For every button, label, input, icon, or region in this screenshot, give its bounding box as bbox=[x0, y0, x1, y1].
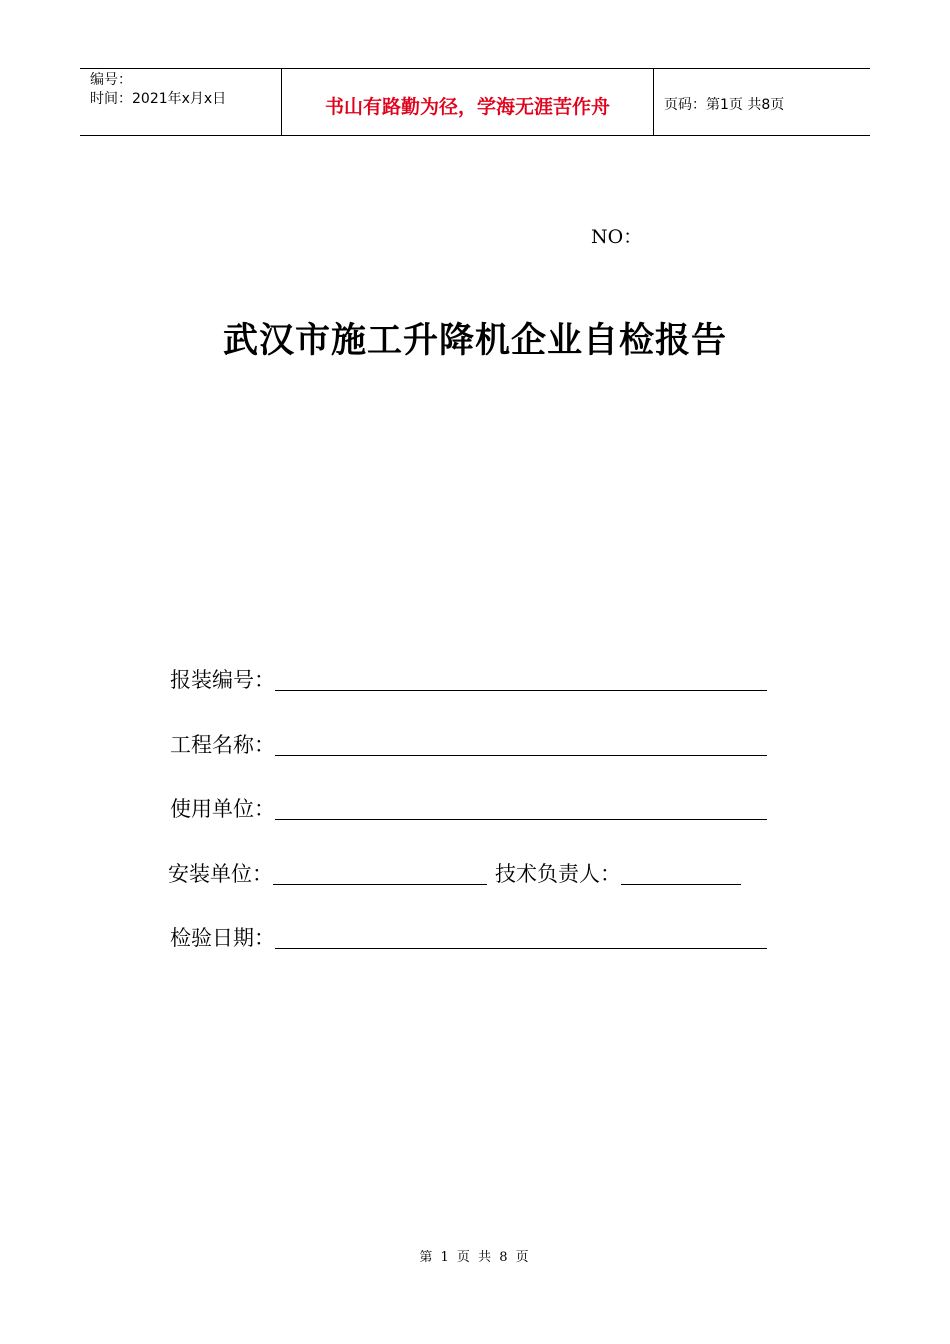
tech-lead-label: 技术负责人： bbox=[495, 862, 621, 886]
user-unit-label: 使用单位： bbox=[170, 797, 275, 821]
page-footer: 第 1 页 共 8 页 bbox=[419, 1250, 531, 1265]
report-no-blank[interactable] bbox=[275, 668, 767, 691]
inspection-date-blank[interactable] bbox=[275, 926, 767, 949]
header-motto: 书山有路勤为径，学海无涯苦作舟 bbox=[281, 69, 654, 135]
page-header bbox=[80, 68, 870, 136]
report-no-label: 报装编号： bbox=[170, 668, 275, 692]
user-unit-field bbox=[170, 793, 767, 823]
time-label: 时间：2021年x月x日 bbox=[90, 91, 227, 107]
serial-label: 编号： bbox=[90, 72, 132, 88]
install-unit-field bbox=[168, 858, 741, 888]
document-number-label: NO： bbox=[591, 226, 643, 248]
project-name-blank[interactable] bbox=[275, 733, 767, 756]
project-name-label: 工程名称： bbox=[170, 733, 275, 757]
tech-lead-blank[interactable] bbox=[621, 862, 741, 885]
report-no-field bbox=[170, 664, 767, 694]
install-unit-label: 安装单位： bbox=[168, 862, 273, 886]
inspection-date-label: 检验日期： bbox=[170, 926, 275, 950]
install-unit-blank[interactable] bbox=[273, 862, 487, 885]
user-unit-blank[interactable] bbox=[275, 797, 767, 820]
header-meta bbox=[80, 69, 281, 135]
document-title: 武汉市施工升降机企业自检报告 bbox=[222, 321, 727, 361]
project-name-field bbox=[170, 729, 767, 759]
inspection-date-field bbox=[170, 922, 767, 952]
header-page-info: 页码：第1页 共8页 bbox=[664, 96, 785, 113]
